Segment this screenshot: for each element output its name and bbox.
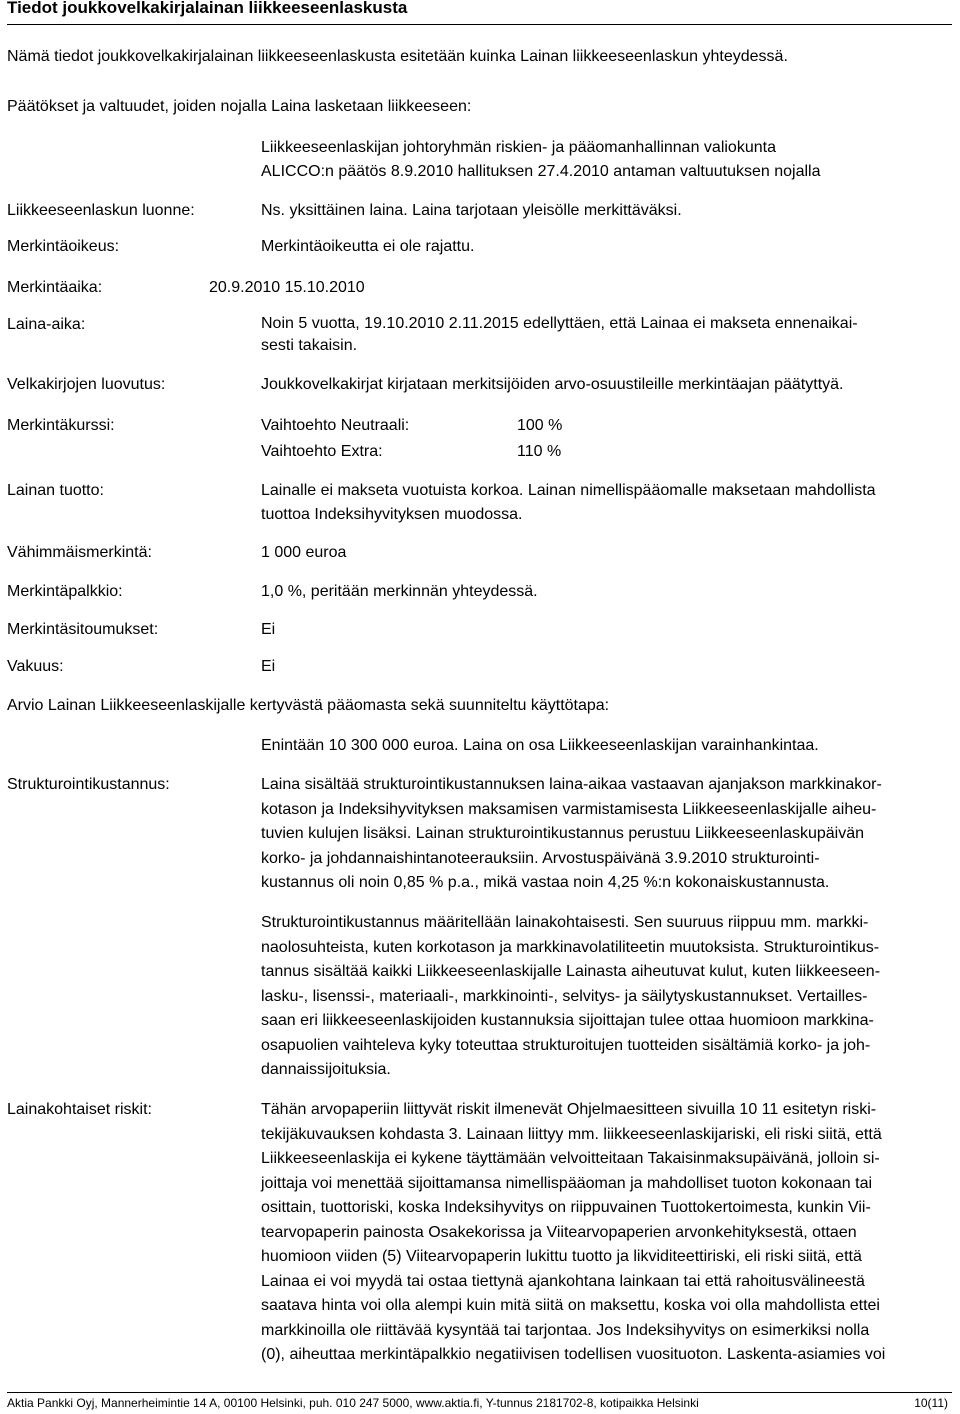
vakuus-label: Vakuus: — [7, 658, 64, 675]
strukturointi-label: Strukturointikustannus: — [7, 776, 170, 793]
merkintasitoumukset-value: Ei — [261, 621, 276, 638]
kurssi-extra-name: Vaihtoehto Extra: — [261, 443, 383, 460]
merkintapalkkio-label: Merkintäpalkkio: — [7, 583, 123, 600]
kurssi-extra-value: 110 % — [517, 443, 562, 460]
merkintaaika-value: 20.9.2010 15.10.2010 — [209, 279, 365, 296]
merkintakurssi-label: Merkintäkurssi: — [7, 417, 115, 434]
intro-text: Nämä tiedot joukkovelkakirjalainan liikkeeseenlaskusta esitetään kuinka Lainan liikkeeseenlaskun yhteydessä. — [7, 48, 788, 65]
luovutus-label: Velkakirjojen luovutus: — [7, 376, 166, 393]
title-rule — [7, 24, 952, 25]
vahimmaismerkinta-label: Vähimmäismerkintä: — [7, 544, 152, 561]
merkintaoikeus-label: Merkintäoikeus: — [7, 238, 120, 255]
vakuus-value: Ei — [261, 658, 276, 675]
arvio-heading: Arvio Lainan Liikkeeseenlaskijalle kertyvästä pääomasta sekä suunniteltu käyttötapa: — [7, 697, 610, 714]
arvio-text: Enintään 10 300 000 euroa. Laina on osa Liikkeeseenlaskijan varainhankintaa. — [261, 737, 819, 754]
luovutus-value: Joukkovelkakirjat kirjataan merkitsijöiden arvo-osuustileille merkintäajan päätyttyä. — [261, 376, 844, 393]
riskit-text: Tähän arvopaperiin liittyvät riskit ilmenevät Ohjelmaesitteen sivuilla 10 11 esitetyn riski- tekijäkuvauksen kohdasta 3. Lainaan liittyy mm. liikkeeseenlaskijariski, eli riski siitä, että Liikkeeseenlaskija ei kykene täyttämään velvoitteitaan Takaisinmaksupäivänä, jolloin si- joittaja voi menettää sijoittamansa nimellispääoman ja mahdolliset tuoton kokonaan tai osittain, tuottoriski, koska Indeksihyvitys on riippuvainen Tuottokertoimesta, kunkin Vii- tearvopaperin painosta Osakekorissa ja Viitearvopaperien arvonkehityksestä, ottaen huomioon viiden (5) Viitearvopaperin lukittu tuotto ja likviditeettiriski, eli riski siitä, että Lainaa ei voi myydä tai ostaa tiettynä ajankohtana lainkaan tai että rahoitusvälineestä saatava hinta voi olla alempi kuin mitä siitä on maksettu, koska voi olla mahdollista ettei markkinoilla ole riittävää kysyntää tai tarjontaa. Jos Indeksihyvitys on esimerkiksi nolla (0), aiheuttaa merkintäpalkkio negatiivisen todellisen vuosituoton. Laskenta-asiamies voi — [261, 1101, 886, 1363]
riskit-label: Lainakohtaiset riskit: — [7, 1101, 152, 1118]
merkintaaika-label: Merkintäaika: — [7, 279, 103, 296]
kurssi-neutraali-name: Vaihtoehto Neutraali: — [261, 417, 410, 434]
strukturointi-para1: Laina sisältää strukturointikustannuksen laina-aikaa vastaavan ajanjakson markkinakor- kotason ja Indeksihyvityksen maksamisen varmistamisesta Liikkeeseenlaskijalle aiheu- tuvien kulujen lisäksi. Lainan strukturointikustannus perustuu Liikkeeseenlaskupäivän korko- ja johdannaishintanoteerauksiin. Arvostuspäivänä 3.9.2010 strukturointi- kustannus oli noin 0,85 % p.a., mikä vastaa noin 4,25 %:n kokonaiskustannusta. — [261, 776, 882, 891]
decisions-heading: Päätökset ja valtuudet, joiden nojalla Laina lasketaan liikkeeseen: — [7, 98, 472, 115]
tuotto-label: Lainan tuotto: — [7, 482, 104, 499]
page-number: 10(11) — [914, 1396, 948, 1410]
laina-aika-label: Laina-aika: — [7, 316, 86, 333]
merkintapalkkio-value: 1,0 %, peritään merkinnän yhteydessä. — [261, 583, 538, 600]
merkintasitoumukset-label: Merkintäsitoumukset: — [7, 621, 159, 638]
luonne-label: Liikkeeseenlaskun luonne: — [7, 202, 195, 219]
strukturointi-para2: Strukturointikustannus määritellään lainakohtaisesti. Sen suuruus riippuu mm. markki- naolosuhteista, kuten korkotason ja markkinavolatiliteetin muutoksista. Strukturointikus- tannus sisältää kaikki Liikkeeseenlaskijalle Lainasta aiheutuvat kulut, kuten liikkeeseen- lasku-, lisenssi-, materiaali-, markkinointi-, selvitys- ja säilytyskustannukset. Vertailles- saan eri liikkeeseenlaskijoiden kustannuksia sijoittajan tulee ottaa huomioon markkina- osapuolien vaihteleva kyky toteuttaa strukturoitujen tuotteiden sisältämiä korko- ja joh- dannaissijoituksia. — [261, 914, 881, 1078]
footer-rule — [7, 1392, 952, 1393]
footer-text: Aktia Pankki Oyj, Mannerheimintie 14 A, 00100 Helsinki, puh. 010 247 5000, www.aktia.fi, Y-tunnus 2181702-8, kotipaikka Helsinki — [7, 1396, 699, 1410]
decisions-text: Liikkeeseenlaskijan johtoryhmän riskien- ja pääomanhallinnan valiokunta ALICCO:n päätös 8.9.2010 hallituksen 27.4.2010 antaman valtuutuksen nojalla — [261, 139, 821, 180]
kurssi-neutraali-value: 100 % — [517, 417, 563, 434]
tuotto-value: Lainalle ei makseta vuotuista korkoa. Lainan nimellispääomalle maksetaan mahdollista tuottoa Indeksihyvityksen muodossa. — [261, 482, 876, 523]
merkintaoikeus-value: Merkintäoikeutta ei ole rajattu. — [261, 238, 475, 255]
laina-aika-value: Noin 5 vuotta, 19.10.2010 2.11.2015 edellyttäen, että Lainaa ei makseta ennenaikai- sesti takaisin. — [261, 315, 858, 354]
vahimmaismerkinta-value: 1 000 euroa — [261, 544, 347, 561]
luonne-value: Ns. yksittäinen laina. Laina tarjotaan yleisölle merkittäväksi. — [261, 202, 682, 219]
page-title: Tiedot joukkovelkakirjalainan liikkeeseenlaskusta — [7, 0, 408, 17]
